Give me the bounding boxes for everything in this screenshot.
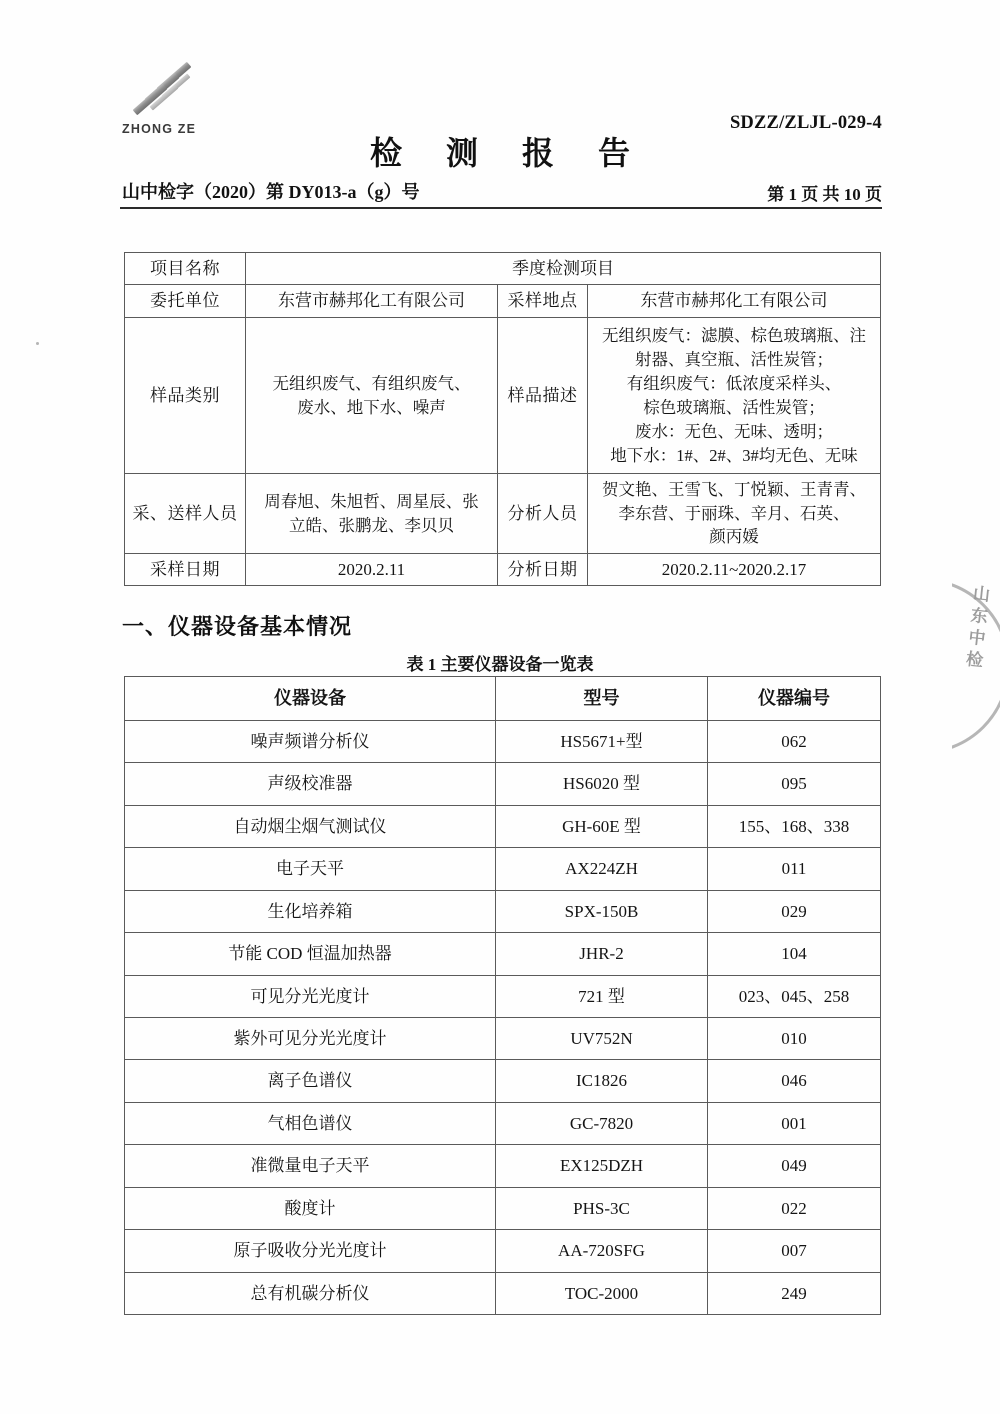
- scan-speck: [36, 342, 39, 345]
- page-title: 检 测 报 告: [369, 135, 648, 171]
- equipment-name-cell: 自动烟尘烟气测试仪: [125, 805, 496, 847]
- table-row: [125, 975, 881, 1017]
- equipment-name-cell: 声级校准器: [125, 763, 496, 805]
- equipment-model-cell: 721 型: [496, 975, 708, 1017]
- table-row: [125, 1272, 881, 1314]
- column-header-serial: 仪器编号: [708, 677, 881, 721]
- sampler-value: 周春旭、朱旭哲、周星辰、张 立皓、张鹏龙、李贝贝: [246, 474, 498, 553]
- table-row: [125, 1230, 881, 1272]
- table-row: [125, 890, 881, 932]
- column-header-model: 型号: [496, 677, 708, 721]
- equipment-serial-cell: 049: [708, 1145, 881, 1187]
- table-row: [125, 253, 881, 285]
- sample-info-table: [124, 252, 881, 586]
- document-number: 山中检字（2020）第 DY013-a（g）号: [122, 182, 420, 202]
- equipment-name-cell: 噪声频谱分析仪: [125, 720, 496, 762]
- table-row: [125, 1102, 881, 1144]
- sample-type-value: 无组织废气、有组织废气、 废水、地下水、噪声: [246, 317, 498, 474]
- equipment-name-cell: 原子吸收分光光度计: [125, 1230, 496, 1272]
- header-divider: [120, 207, 882, 209]
- equipment-list-table: [124, 676, 881, 1315]
- equipment-serial-cell: 249: [708, 1272, 881, 1314]
- analysis-date-label: 分析日期: [498, 553, 588, 585]
- section-heading: 一、仪器设备基本情况: [122, 614, 353, 639]
- table-row: [125, 1060, 881, 1102]
- table-row: [125, 1187, 881, 1229]
- equipment-name-cell: 总有机碳分析仪: [125, 1272, 496, 1314]
- equipment-serial-cell: 022: [708, 1187, 881, 1229]
- equipment-serial-cell: 029: [708, 890, 881, 932]
- table-row: [125, 285, 881, 317]
- equipment-model-cell: HS6020 型: [496, 763, 708, 805]
- equipment-name-cell: 准微量电子天平: [125, 1145, 496, 1187]
- client-label: 委托单位: [125, 285, 246, 317]
- project-name-value: 季度检测项目: [246, 253, 881, 285]
- sampling-date-value: 2020.2.11: [246, 553, 498, 585]
- sampling-site-value: 东营市赫邦化工有限公司: [588, 285, 881, 317]
- table-row: [125, 933, 881, 975]
- equipment-name-cell: 节能 COD 恒温加热器: [125, 933, 496, 975]
- equipment-model-cell: AA-720SFG: [496, 1230, 708, 1272]
- table-caption: 表 1 主要仪器设备一览表: [406, 655, 594, 674]
- table-row: [125, 1145, 881, 1187]
- equipment-model-cell: GH-60E 型: [496, 805, 708, 847]
- table-row: [125, 317, 881, 474]
- table-row: [125, 720, 881, 762]
- equipment-model-cell: JHR-2: [496, 933, 708, 975]
- table-row: [125, 1018, 881, 1060]
- sampler-label: 采、送样人员: [125, 474, 246, 553]
- analyst-label: 分析人员: [498, 474, 588, 553]
- analyst-value: 贺文艳、王雪飞、丁悦颖、王青青、 李东营、于丽珠、辛月、石英、 颜丙媛: [588, 474, 881, 553]
- report-header: [0, 0, 1000, 215]
- equipment-serial-cell: 095: [708, 763, 881, 805]
- equipment-model-cell: SPX-150B: [496, 890, 708, 932]
- seal-text: 山东中检: [961, 583, 991, 674]
- table-row: [125, 848, 881, 890]
- equipment-model-cell: PHS-3C: [496, 1187, 708, 1229]
- page-counter: 第 1 页 共 10 页: [767, 185, 882, 204]
- logo-text: ZHONG ZE: [122, 122, 197, 136]
- equipment-name-cell: 酸度计: [125, 1187, 496, 1229]
- column-header-equipment: 仪器设备: [125, 677, 496, 721]
- equipment-model-cell: TOC-2000: [496, 1272, 708, 1314]
- equipment-name-cell: 可见分光光度计: [125, 975, 496, 1017]
- equipment-name-cell: 气相色谱仪: [125, 1102, 496, 1144]
- sample-desc-value: 无组织废气：滤膜、棕色玻璃瓶、注 射器、真空瓶、活性炭管； 有组织废气：低浓度采样头、 棕色玻璃瓶、活性炭管； 废水：无色、无味、透明； 地下水：1#、2#、3#均无色、无味: [588, 317, 881, 474]
- equipment-name-cell: 紫外可见分光光度计: [125, 1018, 496, 1060]
- equipment-serial-cell: 010: [708, 1018, 881, 1060]
- equipment-model-cell: GC-7820: [496, 1102, 708, 1144]
- table-row: [125, 553, 881, 585]
- analysis-date-value: 2020.2.11~2020.2.17: [588, 553, 881, 585]
- logo-stripes-icon: [128, 72, 206, 118]
- equipment-model-cell: IC1826: [496, 1060, 708, 1102]
- equipment-serial-cell: 023、045、258: [708, 975, 881, 1017]
- equipment-serial-cell: 046: [708, 1060, 881, 1102]
- equipment-model-cell: HS5671+型: [496, 720, 708, 762]
- table-row: [125, 474, 881, 553]
- sample-type-label: 样品类别: [125, 317, 246, 474]
- sample-desc-label: 样品描述: [498, 317, 588, 474]
- equipment-model-cell: EX125DZH: [496, 1145, 708, 1187]
- equipment-name-cell: 离子色谱仪: [125, 1060, 496, 1102]
- equipment-name-cell: 生化培养箱: [125, 890, 496, 932]
- sampling-site-label: 采样地点: [498, 285, 588, 317]
- equipment-serial-cell: 001: [708, 1102, 881, 1144]
- equipment-name-cell: 电子天平: [125, 848, 496, 890]
- table-header-row: [125, 677, 881, 721]
- sampling-date-label: 采样日期: [125, 553, 246, 585]
- document-code: SDZZ/ZLJL-029-4: [729, 113, 882, 133]
- table-row: [125, 805, 881, 847]
- equipment-serial-cell: 155、168、338: [708, 805, 881, 847]
- equipment-model-cell: AX224ZH: [496, 848, 708, 890]
- table-row: [125, 763, 881, 805]
- equipment-serial-cell: 104: [708, 933, 881, 975]
- client-value: 东营市赫邦化工有限公司: [246, 285, 498, 317]
- equipment-model-cell: UV752N: [496, 1018, 708, 1060]
- equipment-serial-cell: 011: [708, 848, 881, 890]
- project-name-label: 项目名称: [125, 253, 246, 285]
- equipment-serial-cell: 007: [708, 1230, 881, 1272]
- equipment-serial-cell: 062: [708, 720, 881, 762]
